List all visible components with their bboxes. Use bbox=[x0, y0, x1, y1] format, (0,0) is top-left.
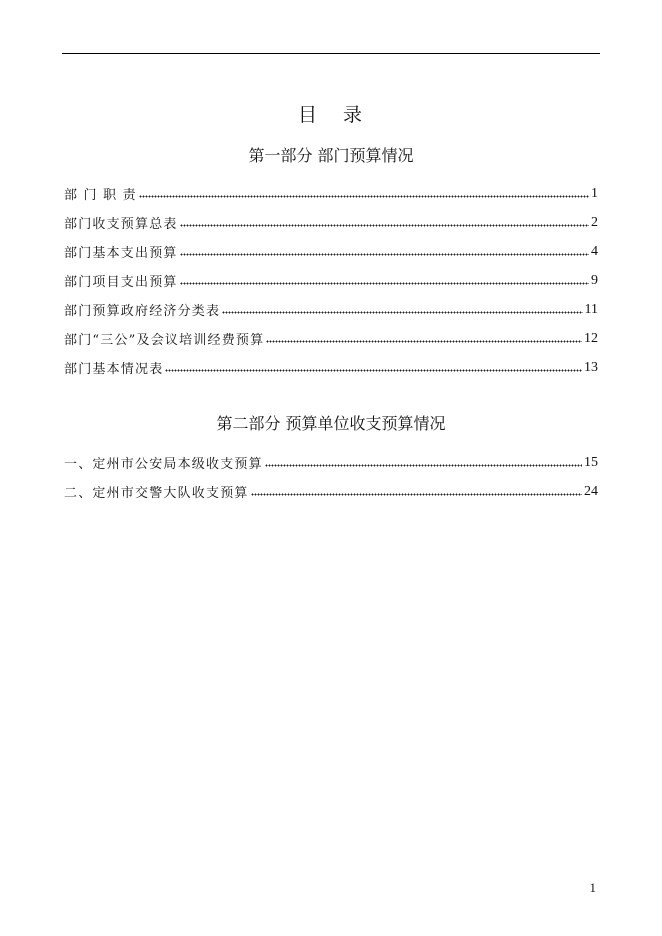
dot-leader bbox=[222, 308, 582, 318]
toc-entry-page: 13 bbox=[584, 359, 598, 375]
part1-heading: 第一部分 部门预算情况 bbox=[248, 146, 414, 165]
toc-entry[interactable] bbox=[64, 208, 598, 237]
toc-entry-page: 4 bbox=[591, 243, 598, 259]
toc-entry-label: 二、定州市交警大队收支预算 bbox=[64, 486, 249, 501]
part2-heading: 第二部分 预算单位收支预算情况 bbox=[216, 414, 446, 433]
dot-leader bbox=[165, 366, 582, 376]
toc-title: 目 录 bbox=[297, 104, 365, 126]
toc-entry[interactable] bbox=[64, 353, 598, 382]
toc-entry-label: 部门基本情况表 bbox=[64, 362, 164, 377]
toc-entry-page: 24 bbox=[584, 483, 598, 499]
toc-entry[interactable] bbox=[64, 266, 598, 295]
toc-entry[interactable] bbox=[64, 179, 598, 208]
dot-leader bbox=[180, 279, 589, 289]
toc-entry-label: 部 门 职 责 bbox=[64, 188, 137, 203]
dot-leader bbox=[266, 337, 582, 347]
dot-leader bbox=[251, 490, 582, 500]
toc-entry-label: 部门项目支出预算 bbox=[64, 275, 178, 290]
toc-entry-page: 12 bbox=[584, 330, 598, 346]
toc-entry-label: 部门“三公”及会议培训经费预算 bbox=[64, 333, 265, 348]
part2-toc-list bbox=[64, 448, 598, 506]
toc-entry-label: 部门收支预算总表 bbox=[64, 217, 178, 232]
dot-leader bbox=[180, 221, 589, 231]
header-rule bbox=[62, 53, 600, 54]
toc-entry-label: 部门基本支出预算 bbox=[64, 246, 178, 261]
toc-entry[interactable] bbox=[64, 237, 598, 266]
toc-entry[interactable] bbox=[64, 295, 598, 324]
footer-page-number: 1 bbox=[589, 880, 596, 895]
part1-toc-list bbox=[64, 179, 598, 382]
dot-leader bbox=[265, 461, 582, 471]
dot-leader bbox=[139, 192, 589, 202]
toc-entry-page: 9 bbox=[591, 272, 598, 288]
toc-entry-page: 2 bbox=[591, 214, 598, 230]
toc-entry[interactable] bbox=[64, 448, 598, 477]
toc-entry-label: 部门预算政府经济分类表 bbox=[64, 304, 221, 319]
toc-entry[interactable] bbox=[64, 477, 598, 506]
toc-entry-page: 15 bbox=[584, 454, 598, 470]
dot-leader bbox=[180, 250, 589, 260]
toc-entry[interactable] bbox=[64, 324, 598, 353]
toc-entry-label: 一、定州市公安局本级收支预算 bbox=[64, 457, 263, 472]
toc-entry-page: 1 bbox=[591, 185, 598, 201]
toc-entry-page: 11 bbox=[584, 301, 598, 317]
